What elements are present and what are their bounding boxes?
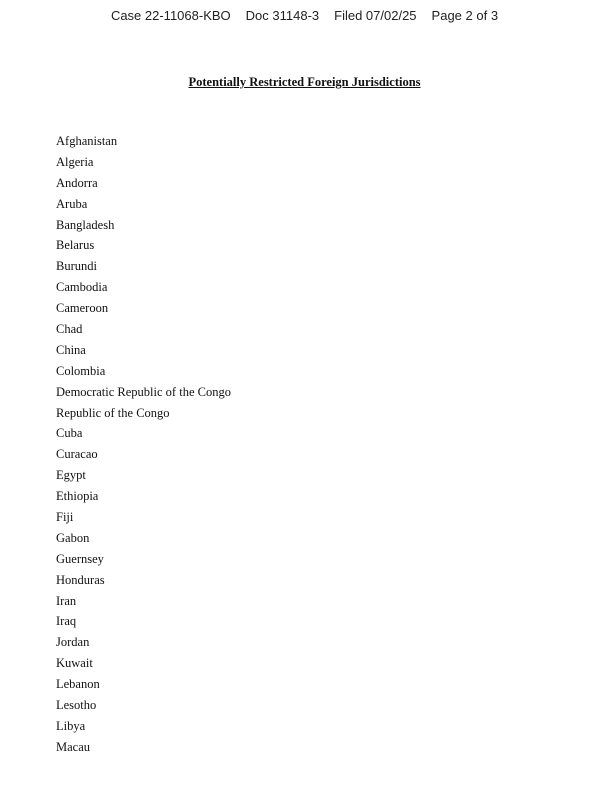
- jurisdiction-item: Cambodia: [56, 280, 108, 295]
- jurisdiction-item: Cuba: [56, 426, 83, 441]
- document-number: Doc 31148-3: [245, 8, 320, 23]
- jurisdiction-item: Guernsey: [56, 551, 104, 566]
- jurisdiction-item: Colombia: [56, 363, 106, 378]
- jurisdiction-item: Cameroon: [56, 301, 109, 316]
- jurisdiction-item: Republic of the Congo: [56, 405, 170, 420]
- jurisdiction-item: China: [56, 342, 86, 357]
- jurisdiction-item: Jordan: [56, 635, 90, 650]
- jurisdiction-item: Lesotho: [56, 698, 97, 713]
- jurisdiction-list: [56, 131, 231, 758]
- court-filing-header: [0, 8, 609, 23]
- page-number: Page 2 of 3: [431, 8, 499, 23]
- jurisdiction-item: Aruba: [56, 196, 88, 211]
- jurisdiction-item: Ethiopia: [56, 489, 99, 504]
- jurisdiction-item: Bangladesh: [56, 217, 115, 232]
- jurisdiction-item: Democratic Republic of the Congo: [56, 384, 231, 399]
- jurisdiction-item: Andorra: [56, 175, 98, 190]
- jurisdiction-item: Iraq: [56, 614, 77, 629]
- jurisdiction-item: Macau: [56, 739, 91, 754]
- jurisdiction-item: Gabon: [56, 530, 90, 545]
- page-title: Potentially Restricted Foreign Jurisdictions: [188, 75, 421, 89]
- jurisdiction-item: Egypt: [56, 468, 86, 483]
- case-number: Case 22-11068-KBO: [110, 8, 231, 23]
- jurisdiction-item: Algeria: [56, 154, 94, 169]
- jurisdiction-item: Chad: [56, 322, 83, 337]
- filed-date: Filed 07/02/25: [334, 8, 417, 23]
- jurisdiction-item: Fiji: [56, 510, 74, 525]
- jurisdiction-item: Libya: [56, 718, 86, 733]
- jurisdiction-item: Curacao: [56, 447, 98, 462]
- jurisdiction-item: Lebanon: [56, 677, 100, 692]
- jurisdiction-item: Iran: [56, 593, 77, 608]
- jurisdiction-item: Belarus: [56, 238, 95, 253]
- jurisdiction-item: Kuwait: [56, 656, 93, 671]
- jurisdiction-item: Honduras: [56, 572, 105, 587]
- jurisdiction-item: Afghanistan: [56, 134, 118, 148]
- jurisdiction-item: Burundi: [56, 259, 97, 274]
